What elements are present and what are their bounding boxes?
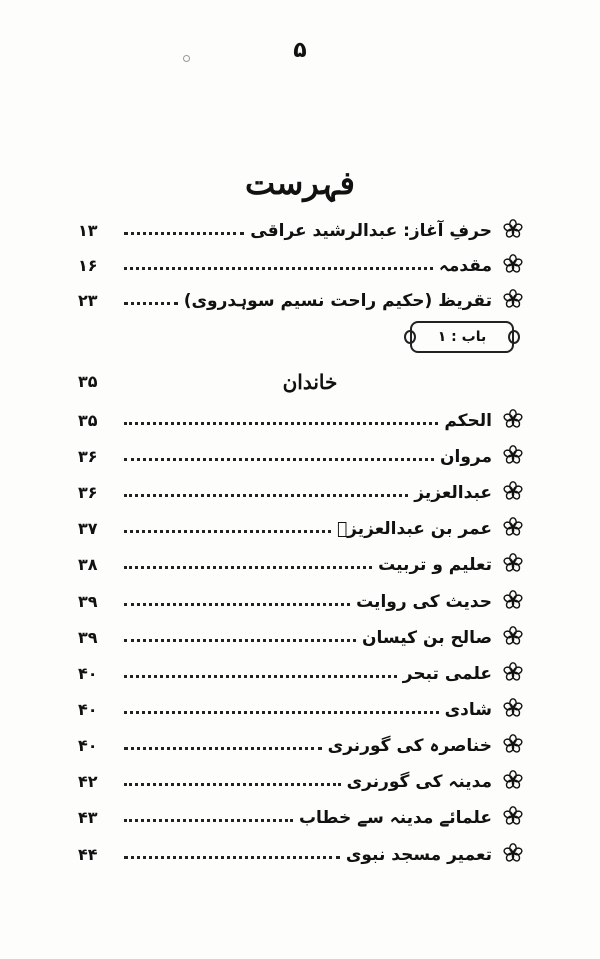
entry-label: تقریظ (حکیم راحت نسیم سوہدروی) xyxy=(183,291,492,311)
entry-label: عبدالعزیز xyxy=(414,483,492,503)
entry-page: ۴۰ xyxy=(78,736,98,755)
entry-label: شادی xyxy=(444,700,492,720)
entry-label: علمی تبحر xyxy=(402,664,492,684)
entry-label: تعمیر مسجد نبوی xyxy=(345,845,492,865)
leader-dots xyxy=(124,819,293,822)
leader-dots xyxy=(124,566,372,569)
leader-dots xyxy=(124,856,340,859)
leader-dots xyxy=(124,267,433,270)
entry-page: ۴۴ xyxy=(78,845,98,864)
toc-entry xyxy=(78,212,524,242)
leader-dots xyxy=(124,422,438,425)
entry-page: ۳۶ xyxy=(78,447,98,466)
entry-page: ۳۹ xyxy=(78,628,98,647)
entry-page: ۴۳ xyxy=(78,808,98,827)
toc-entry xyxy=(78,583,524,613)
leader-dots xyxy=(124,747,322,750)
chapter-label: باب : ۱ xyxy=(437,329,487,345)
entry-label: مدینہ کی گورنری xyxy=(346,772,492,792)
entry-label: الحکم xyxy=(444,411,492,431)
chapter-badge xyxy=(410,321,514,353)
flower-icon xyxy=(502,253,524,275)
page-number: ۵ xyxy=(293,38,307,63)
leader-dots xyxy=(124,232,244,235)
entry-label: عمر بن عبدالعزیزؒ xyxy=(336,519,492,539)
leader-dots xyxy=(124,494,408,497)
flower-icon xyxy=(502,697,524,719)
entry-page: ۴۰ xyxy=(78,700,98,719)
toc-entry xyxy=(78,438,524,468)
page-title: فہرست xyxy=(245,164,355,202)
flower-icon xyxy=(502,218,524,240)
toc-entry xyxy=(78,691,524,721)
flower-icon xyxy=(502,661,524,683)
flower-icon xyxy=(502,516,524,538)
flower-icon xyxy=(502,480,524,502)
entry-label: علمائے مدینہ سے خطاب xyxy=(298,808,492,828)
flower-icon xyxy=(502,733,524,755)
leader-dots xyxy=(124,783,341,786)
flower-icon xyxy=(502,288,524,310)
flower-icon xyxy=(502,444,524,466)
entry-page: ۴۰ xyxy=(78,664,98,683)
leader-dots xyxy=(124,603,350,606)
leader-dots xyxy=(124,458,434,461)
toc-entry xyxy=(78,546,524,576)
flower-icon xyxy=(502,408,524,430)
entry-label: تعلیم و تربیت xyxy=(378,555,492,575)
flower-icon xyxy=(502,769,524,791)
toc-entry xyxy=(78,402,524,432)
entry-page: ۱۳ xyxy=(78,221,98,240)
entry-page: ۴۲ xyxy=(78,772,98,791)
toc-entry xyxy=(78,836,524,866)
leader-dots xyxy=(124,711,439,714)
toc-entry xyxy=(78,619,524,649)
section-heading: خاندان xyxy=(282,370,338,394)
entry-page: ۲۳ xyxy=(78,291,98,310)
entry-page: ۳۷ xyxy=(78,519,98,538)
flower-icon xyxy=(502,625,524,647)
toc-entry xyxy=(78,655,524,685)
leader-dots xyxy=(124,675,397,678)
toc-entry xyxy=(78,799,524,829)
entry-label: مروان xyxy=(439,447,492,467)
flower-icon xyxy=(502,842,524,864)
entry-label: مقدمہ xyxy=(438,256,492,276)
entry-page: ۳۹ xyxy=(78,592,98,611)
toc-entry xyxy=(78,510,524,540)
entry-page: ۳۸ xyxy=(78,555,98,574)
flower-icon xyxy=(502,552,524,574)
entry-label: حرفِ آغاز: عبدالرشید عراقی xyxy=(250,221,492,241)
entry-label: حدیث کی روایت xyxy=(356,592,492,612)
section-page: ۳۵ xyxy=(78,372,98,391)
entry-label: خناصرہ کی گورنری xyxy=(327,736,492,756)
flower-icon xyxy=(502,589,524,611)
flower-icon xyxy=(502,805,524,827)
toc-entry xyxy=(78,474,524,504)
toc-entry xyxy=(78,247,524,277)
toc-entry xyxy=(78,763,524,793)
toc-entry xyxy=(78,727,524,757)
leader-dots xyxy=(124,530,331,533)
toc-entry xyxy=(78,282,524,312)
entry-page: ۳۶ xyxy=(78,483,98,502)
entry-page: ۳۵ xyxy=(78,411,98,430)
paper-speck xyxy=(183,55,190,62)
entry-label: صالح بن کیسان xyxy=(362,628,492,648)
leader-dots xyxy=(124,302,178,305)
leader-dots xyxy=(124,639,356,642)
entry-page: ۱۶ xyxy=(78,256,98,275)
